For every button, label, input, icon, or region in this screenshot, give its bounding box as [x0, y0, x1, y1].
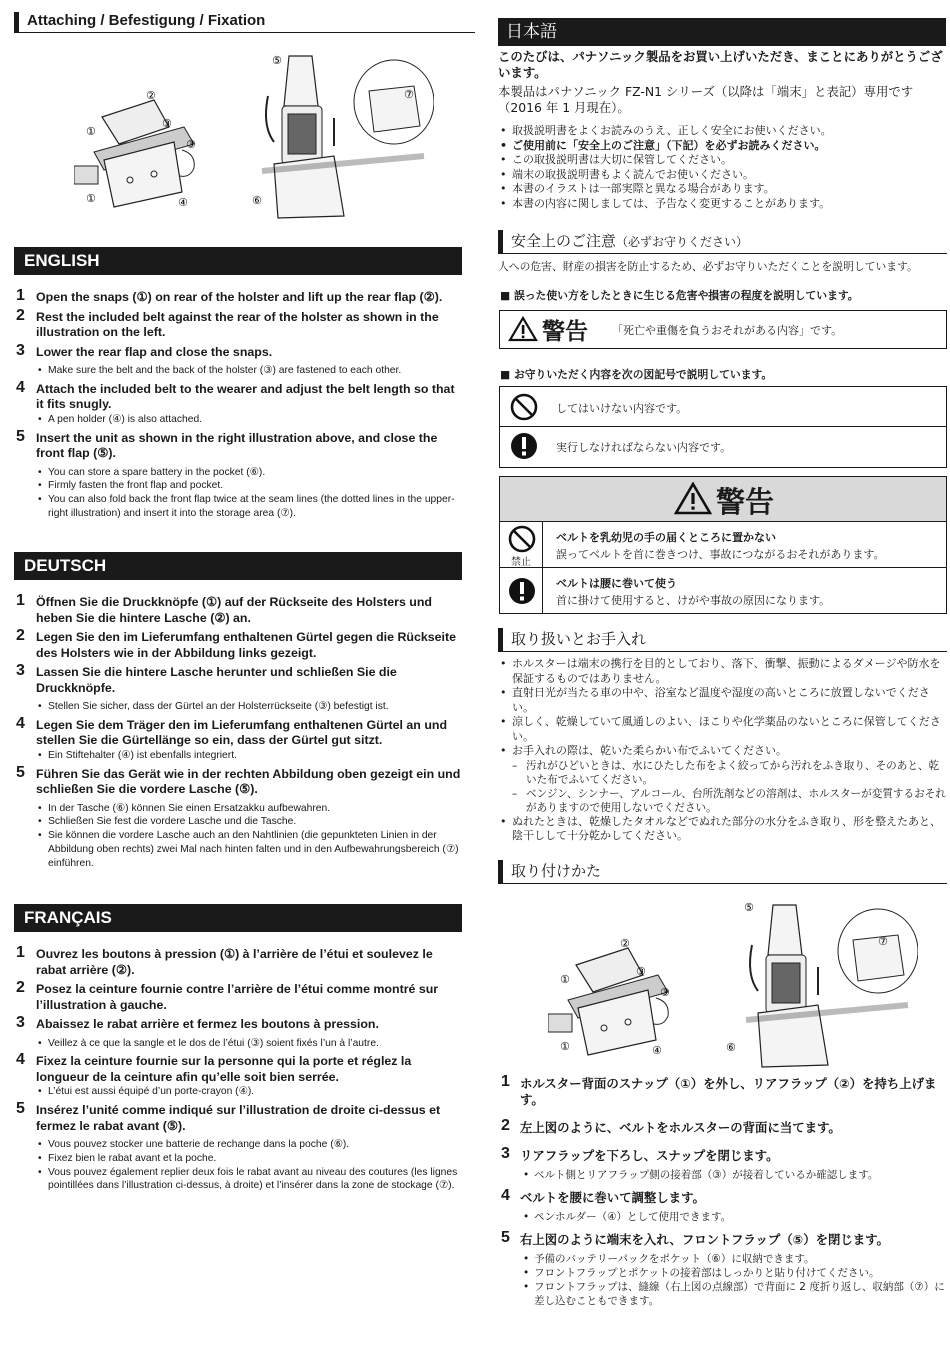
symbol-prohibit-text: してはいけない内容です。 [556, 402, 688, 415]
warning-triangle-icon [508, 316, 538, 342]
warn1-title: ベルトを乳幼児の手の届くところに置かない [556, 531, 776, 544]
de-note-5-1: • In der Tasche (⑥) können Sie einen Ersatzakku aufbewahren. [14, 802, 462, 816]
label-1b: ① [86, 192, 96, 205]
ja-label-1: ① [560, 973, 570, 986]
intro-bullet-6: • 本書の内容に関しましては、予告なく変更することがあります。 [498, 197, 948, 212]
care-bullets [498, 657, 948, 844]
en-note-4-1: • A pen holder (④) is also attached. [14, 413, 462, 427]
ja-label-3: ③ [636, 965, 646, 978]
francais-heading: FRANÇAIS [14, 904, 462, 932]
label-1: ① [86, 125, 96, 138]
symbol-must-text: 実行しなければならない内容です。 [556, 441, 732, 454]
label-3b: ③ [186, 138, 196, 151]
english-steps [14, 286, 462, 521]
safety-intro: 人への危害、財産の損害を防止するため、必ずお守りいただくことを説明しています。 [498, 260, 918, 273]
fr-note-3-1: • Veillez à ce que la sangle et le dos de l’étui (③) soient fixés l’un à l’autre. [14, 1037, 462, 1051]
fr-note-5-3: • Vous pouvez également replier deux fois le rabat avant au niveau des coutures (les lignes pointillées dans l’illustration ci-dessus, à droite) et l’insérer dans la zone de stockage (⑦). [14, 1166, 462, 1194]
warning-header [500, 477, 946, 522]
ja-label-2: ② [620, 937, 630, 950]
ja-note-4-1: • ペンホルダー（④）として使用できます。 [498, 1210, 948, 1224]
ja-label-5: ⑤ [744, 901, 754, 914]
ja-note-5-1: • 予備のバッテリーパックをポケット（⑥）に収納できます。 [498, 1252, 948, 1266]
attach-title-en: Attaching / Befestigung / Fixation [14, 12, 475, 33]
label-3: ③ [162, 117, 172, 130]
en-note-5-1: • You can store a spare battery in the pocket (⑥). [14, 466, 462, 480]
symbol-legend-box [499, 386, 947, 468]
warning-triangle-large-icon [674, 482, 712, 515]
safety-title: 安全上のご注意（必ずお守りください） [498, 230, 947, 254]
de-note-3-1: • Stellen Sie sicher, dass der Gürtel an der Holsterrückseite (③) befestigt ist. [14, 700, 462, 714]
label-2: ② [146, 89, 156, 102]
ja-note-5-2: • フロントフラップとポケットの接着部はしっかりと貼り付けてください。 [498, 1266, 948, 1280]
en-step-3: 3 Lower the rear flap and close the snaps. [16, 341, 273, 359]
holster-rear-illustration-ja [548, 930, 698, 1060]
ja-note-5-3: • フロントフラップは、縫線（右上図の点線部）で背面に 2 度折り返し、収納部（⑦）に差し込むこともできます。 [498, 1280, 948, 1308]
en-step-1: 1 Open the snaps (①) on rear of the holster and lift up the rear flap (②). [16, 287, 443, 304]
ja-note-3-1: • ベルト側とリアフラップ側の接着部（③）が接着しているか確認します。 [498, 1168, 948, 1182]
care-bullet-1: • ホルスターは端末の携行を目的としており、落下、衝撃、振動によるダメージや防水を保証するものではありません。 [498, 657, 948, 686]
holster-front-illustration-ja [718, 895, 918, 1070]
fr-step-2: 2 Posez la ceinture fournie contre l’arrière de l’étui comme montré sur l’illustration à gauche. [16, 979, 439, 1012]
english-heading: ENGLISH [14, 247, 462, 275]
en-note-5-3: • You can also fold back the front flap twice at the seam lines (the dotted lines in the upper-right illustration) and insert it into the storage area (⑦). [14, 493, 462, 521]
ja-label-1b: ① [560, 1040, 570, 1053]
label-4: ④ [178, 196, 188, 209]
mandatory-icon-2 [508, 577, 536, 605]
symbols-caption: ■ お守りいただく内容を次の図記号で説明しています。 [500, 368, 773, 381]
attach-title-ja: 取り付けかた [498, 860, 947, 884]
de-step-2: 2 Legen Sie den im Lieferumfang enthaltenen Gürtel gegen die Rückseite des Holsters wie in der Abbildung links gezeigt. [16, 627, 456, 660]
label-5: ⑤ [272, 54, 282, 67]
label-6: ⑥ [252, 194, 262, 207]
francais-steps [14, 943, 462, 1193]
care-bullet-2: • 直射日光が当たる車の中や、浴室など温度や湿度の高いところに放置しないでください。 [498, 686, 948, 715]
deutsch-heading: DEUTSCH [14, 552, 462, 580]
intro-bullet-5: • 本書のイラストは一部実際と異なる場合があります。 [498, 182, 948, 197]
mandatory-icon [510, 432, 538, 460]
en-step-4: 4 Attach the included belt to the wearer and adjust the belt length so that it fits snugly. [16, 378, 455, 412]
care-bullet-4: • お手入れの際は、乾いた柔らかい布でふいてください。 [498, 744, 948, 759]
fr-note-5-1: • Vous pouvez stocker une batterie de rechange dans la poche (⑥). [14, 1138, 462, 1152]
fr-step-3: 3 Abaissez le rabat arrière et fermez les boutons à pression. [16, 1014, 379, 1031]
japanese-heading: 日本語 [498, 18, 946, 46]
fr-note-5-2: • Fixez bien le rabat avant et la poche. [14, 1152, 462, 1166]
ja-step-5: 5 右上図のように端末を入れ、フロントフラップ（⑤）を閉じます。 [501, 1229, 889, 1247]
ja-label-4: ④ [652, 1044, 662, 1057]
ja-step-1: 1 ホルスター背面のスナップ（①）を外し、リアフラップ（②）を持ち上げます。 [501, 1073, 937, 1107]
de-step-3: 3 Lassen Sie die hintere Lasche herunter und schließen Sie die Druckknöpfe. [16, 662, 397, 695]
en-step-5: 5 Insert the unit as shown in the right illustration above, and close the front flap (⑤). [16, 427, 438, 461]
warning-box [499, 476, 947, 614]
intro-bullet-3: • この取扱説明書は大切に保管してください。 [498, 153, 948, 168]
prohibit-icon-2 [508, 525, 536, 553]
intro-bullet-1: • 取扱説明書をよくお読みのうえ、正しく安全にお使いください。 [498, 124, 948, 139]
care-dash-2: – ベンジン、シンナー、アルコール、台所洗剤などの溶剤は、ホルスターが変質するおそれがありますので使用しないでください。 [498, 787, 948, 815]
prohibit-icon [510, 393, 538, 421]
en-note-5-2: • Firmly fasten the front flap and pocket. [14, 479, 462, 493]
de-note-4-1: • Ein Stiftehalter (④) ist ebenfalls integriert. [14, 749, 462, 763]
ja-label-6: ⑥ [726, 1041, 736, 1054]
prohibit-label: 禁止 [511, 557, 531, 568]
holster-front-illustration [234, 46, 434, 221]
label-7: ⑦ [404, 88, 414, 101]
en-note-3-1: • Make sure the belt and the back of the holster (③) are fastened to each other. [14, 364, 462, 378]
warn1-text: 誤ってベルトを首に巻きつけ、事故につながるおそれがあります。 [556, 548, 885, 561]
de-step-5: 5 Führen Sie das Gerät wie in der rechten Abbildung oben gezeigt ein und schließen Sie die vordere Lasche (⑤). [16, 763, 461, 797]
care-dash-1: – 汚れがひどいときは、水にひたした布をよく絞ってから汚れをふき取り、そのあと、乾いた布でふいてください。 [498, 759, 948, 787]
warn2-title: ベルトは腰に巻いて使う [556, 577, 677, 590]
warning-word: 警告 [542, 319, 588, 345]
care-last: • ぬれたときは、乾燥したタオルなどでぬれた部分の水分をふき取り、形を整えたあと、陰干しして十分乾かしてください。 [498, 815, 948, 844]
ja-steps [498, 1073, 948, 1308]
intro-text: 本製品はパナソニック FZ-N1 シリーズ（以降は「端末」と表記）専用です（2016 年 1 月現在）。 [498, 84, 914, 115]
ja-step-2: 2 左上図のように、ベルトをホルスターの背面に当てます。 [501, 1117, 841, 1135]
de-note-5-2: • Schließen Sie fest die vordere Lasche und die Tasche. [14, 815, 462, 829]
de-step-1: 1 Öffnen Sie die Druckknöpfe (①) auf der Rückseite des Holsters und heben Sie die hintere Lasche (②) an. [16, 592, 432, 625]
warning-legend-box [499, 310, 947, 349]
fr-step-1: 1 Ouvrez les boutons à pression (①) à l’arrière de l’étui et soulevez le rabat arrière (②). [16, 944, 433, 977]
fr-step-5: 5 Insérez l’unité comme indiqué sur l’illustration de droite ci-dessus et fermez le rabat avant (⑤). [16, 1100, 441, 1133]
de-step-4: 4 Legen Sie dem Träger den im Lieferumfang enthaltenen Gürtel an und stellen Sie die Gürtellänge so ein, dass der Gürtel gut sitzt. [16, 714, 448, 748]
fr-note-4-1: • L’étui est aussi équipé d’un porte-crayon (④). [14, 1085, 462, 1099]
ja-step-3: 3 リアフラップを下ろし、スナップを閉じます。 [501, 1145, 779, 1163]
holster-rear-illustration [74, 82, 224, 212]
intro-bullet-2: • ご使用前に「安全上のご注意」（下記）を必ずお読みください。 [498, 139, 948, 154]
ja-step-4: 4 ベルトを腰に巻いて調整します。 [501, 1187, 705, 1205]
de-note-5-3: • Sie können die vordere Lasche auch an den Nahtlinien (die gepunkteten Linien in der Abbildung oben rechts) zwei Mal nach hinten falten und in den Aufbewahrungsbereich (⑦) einführen. [14, 829, 462, 870]
warn2-text: 首に掛けて使用すると、けがや事故の原因になります。 [556, 594, 831, 607]
en-step-2: 2 Rest the included belt against the rear of the holster as shown in the illustration on the left. [16, 306, 439, 339]
intro-bold: このたびは、パナソニック製品をお買い上げいただき、まことにありがとうございます。 [498, 49, 943, 80]
care-bullet-3: • 涼しく、乾燥していて風通しのよい、ほこりや化学薬品のないところに保管してください。 [498, 715, 948, 744]
intro-bullets [498, 124, 948, 211]
deutsch-steps [14, 591, 462, 871]
ja-label-3b: ③ [660, 986, 670, 999]
danger-caption: ■ 誤った使い方をしたときに生じる危害や損害の程度を説明しています。 [500, 289, 859, 302]
warning-desc: 「死亡や重傷を負うおそれがある内容」です。 [612, 324, 843, 337]
care-title: 取り扱いとお手入れ [498, 628, 947, 652]
fr-step-4: 4 Fixez la ceinture fournie sur la personne qui la porte et réglez la longueur de la ceinture afin qu’elle soit bien serrée. [16, 1051, 412, 1084]
warning-big-word: 警告 [716, 485, 775, 519]
ja-label-7: ⑦ [878, 935, 888, 948]
intro-bullet-4: • 端末の取扱説明書もよく読んでお使いください。 [498, 168, 948, 183]
